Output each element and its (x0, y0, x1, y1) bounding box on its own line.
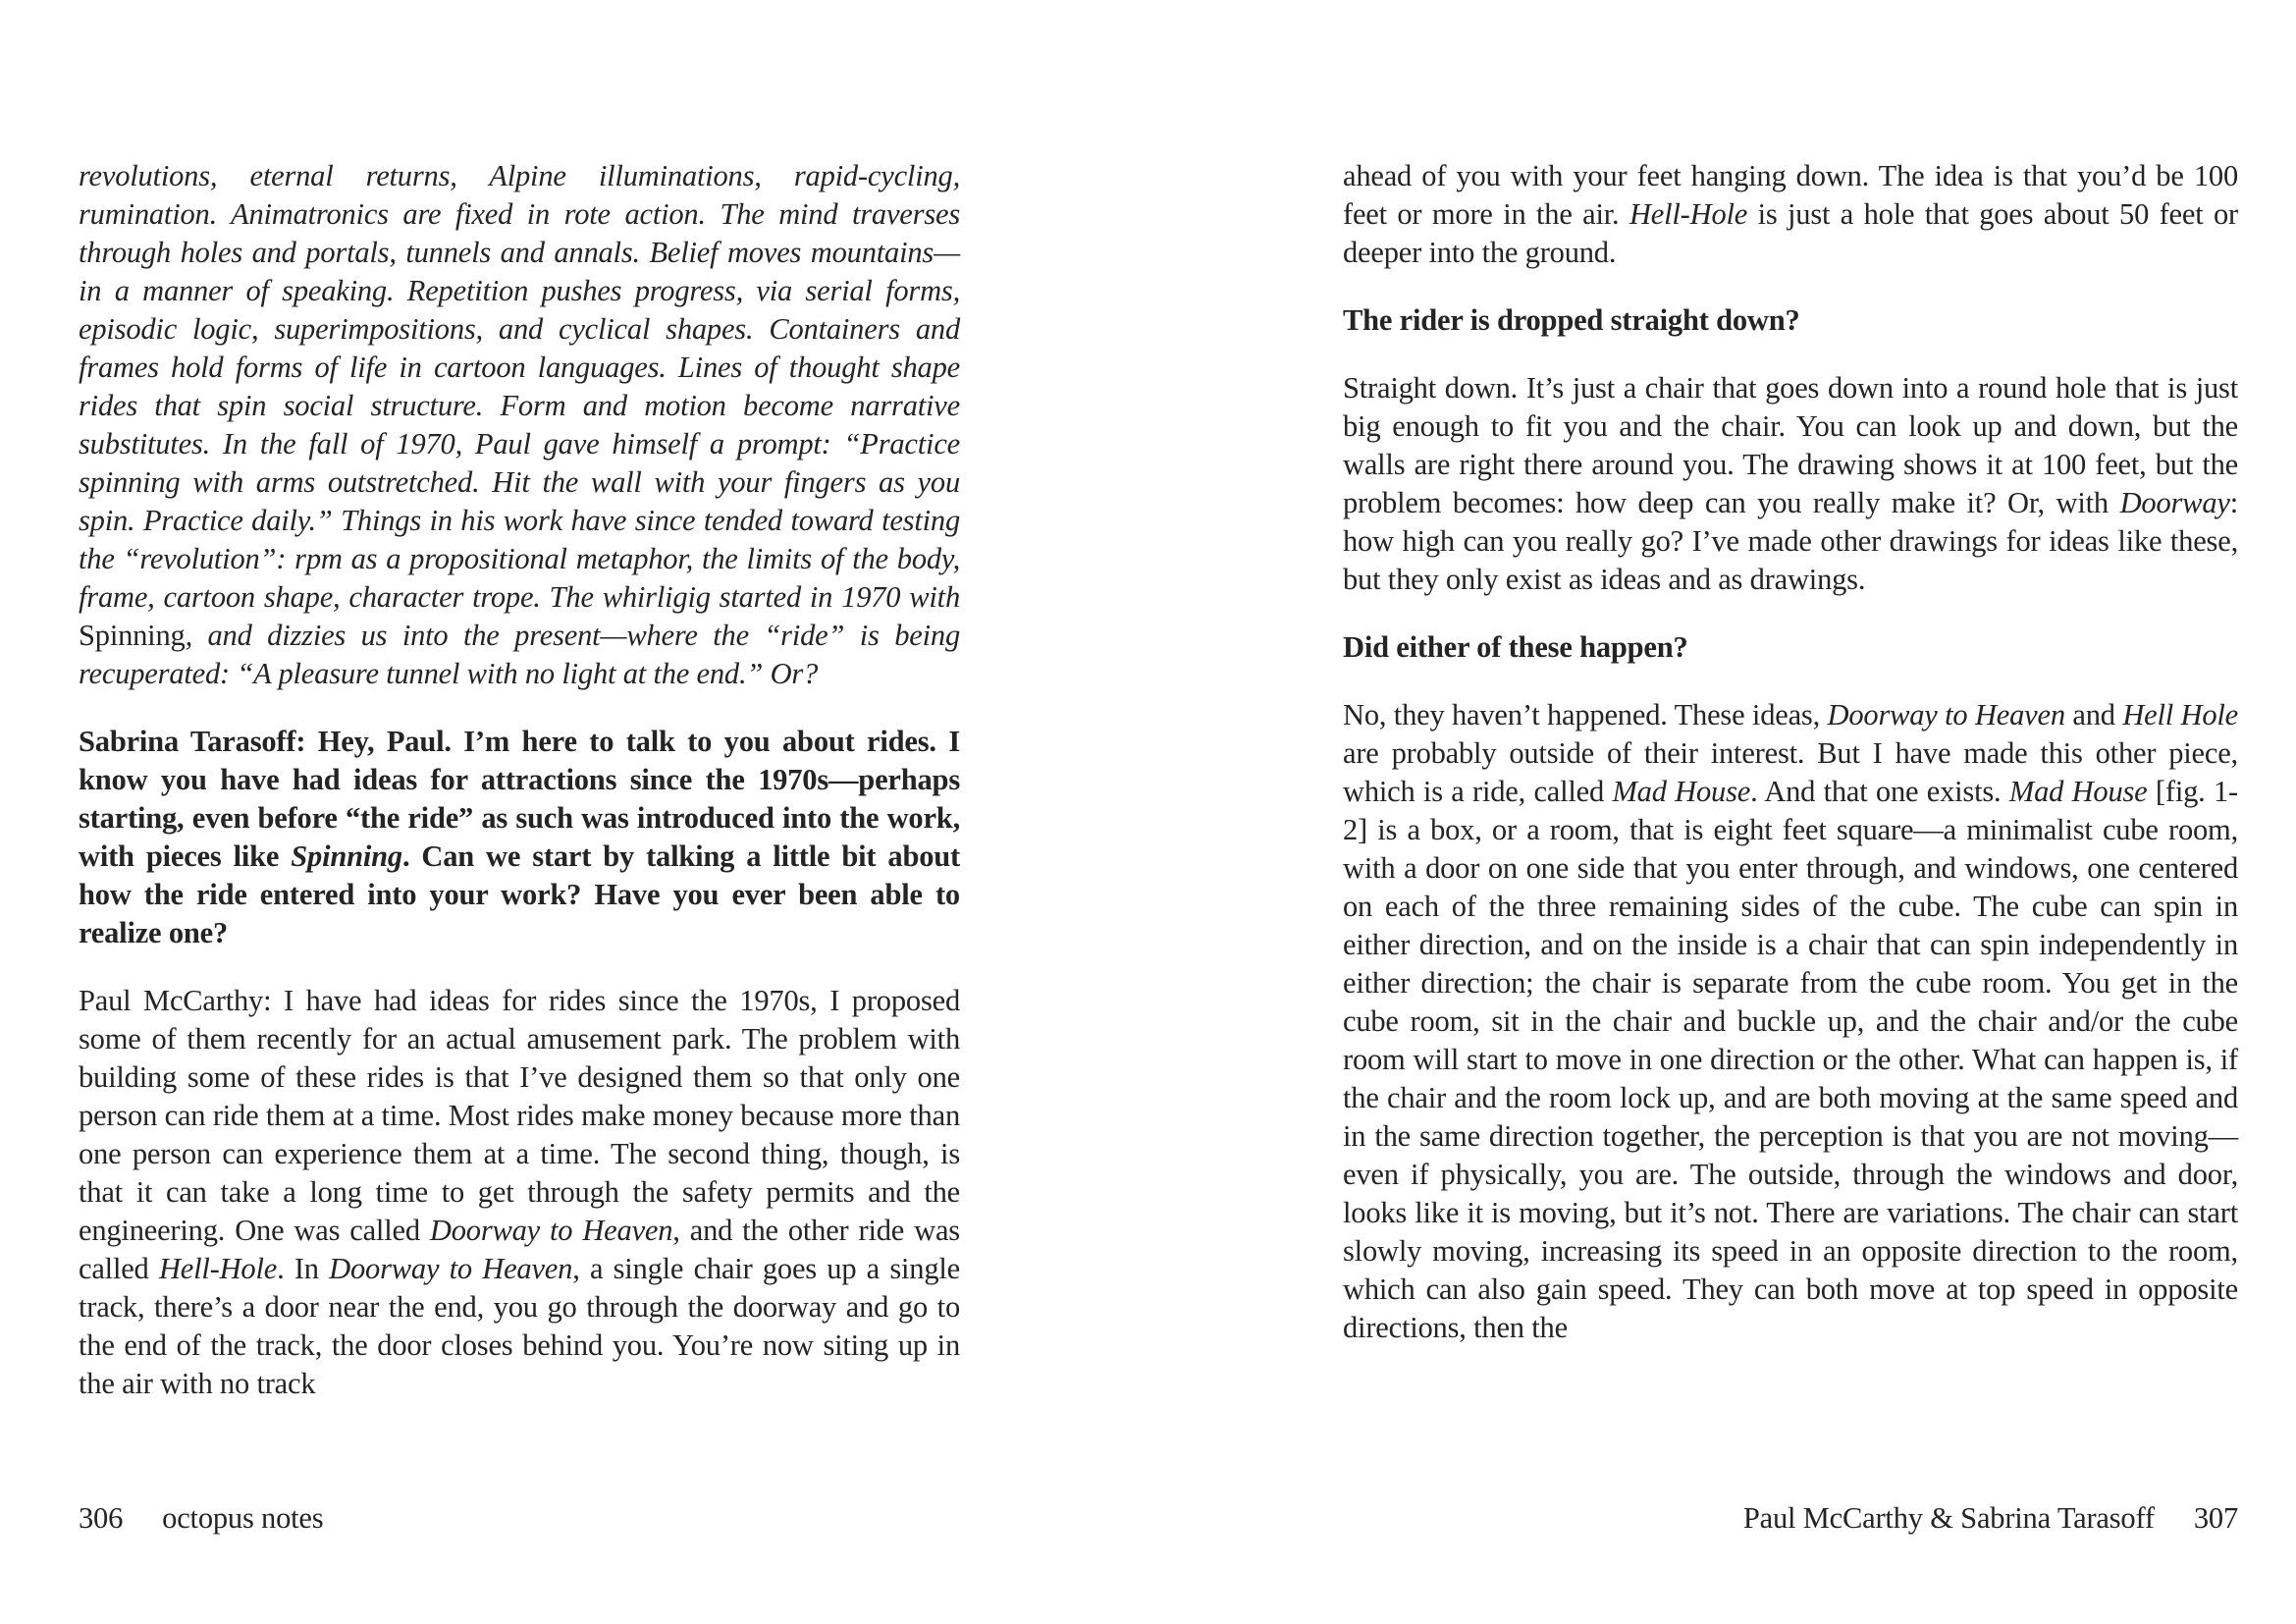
text-segment: Sabrina Tarasoff: Hey, Paul. I’m here to talk to you about rides. I know you have had ideas for attractions since the 1970s—perhaps starting, even before “the ride” as such was introduced into the work, with pieces like (79, 725, 960, 873)
answer-mad-house (1343, 696, 2238, 1347)
text-segment: Doorway to Heaven (329, 1252, 573, 1285)
running-header-authors: Paul McCarthy & Sabrina Tarasoff (1742, 1501, 2155, 1535)
text-segment: [fig. 1-2] is a box, or a room, that is eight feet square—a minimalist cube room, with a door on one side that you enter through, and windows, one centered on each of the three remaining sides of the cube. The cube can spin in either direction, and on the inside is a chair that can spin independently in either direction; the chair is separate from the cube room. You get in the cube room, sit in the chair and buckle up, and the chair and/or the cube room will start to move in one direction or the other. What can happen is, if the chair and the room lock up, and are both moving at the same speed and in the same direction together, the perception is that you are not moving—even if physically, you are. The outside, through the windows and door, looks like it is moving, but it’s not. There are variations. The chair can start slowly moving, increasing its speed in an opposite direction to the room, which can also gain speed. They can both move at top speed in opposite directions, then the (1343, 775, 2238, 1344)
text-segment: Did either of these happen? (1343, 630, 1688, 664)
text-segment: . And that one exists. (1750, 775, 2009, 808)
publication-title: octopus notes (162, 1501, 324, 1535)
text-segment: , and dizzies us into the present—where the “ride” is being recuperated: “A pleasure tunnel with no light at the end.” Or? (79, 619, 960, 690)
text-segment: Hell Hole (2122, 698, 2239, 731)
text-segment: , and the other ride was called (79, 1214, 960, 1285)
text-segment: are probably outside of their interest. But I have made this other piece, which is a ride, called (1343, 736, 2238, 808)
question-rider-dropped (1343, 301, 2238, 340)
text-segment: . Can we start by talking a little bit about how the ride entered into your work? Have you ever been able to realize one? (79, 839, 960, 949)
text-segment: No, they haven’t happened. These ideas, (1343, 698, 1828, 731)
text-segment: ahead of you with your feet hanging down. The idea is that you’d be 100 feet or more in the air. (1343, 159, 2238, 231)
right-page-footer (1343, 1499, 2238, 1538)
text-segment: Spinning (79, 619, 186, 652)
text-segment: Mad House (2008, 775, 2148, 808)
left-page-number: 306 (79, 1501, 124, 1535)
text-segment: Doorway to Heaven (429, 1214, 673, 1247)
text-segment: is just a hole that goes about 50 feet or deeper into the ground. (1343, 197, 2238, 269)
text-segment: Paul McCarthy: I have had ideas for rides since the 1970s, I proposed some of them recently for an actual amusement park. The problem with building some of these rides is that I’ve designed them so that only one person can ride them at a time. Most rides make money because more than one person can experience them at a time. The second thing, though, is that it can take a long time to get through the safety permits and the engineering. One was called (79, 984, 960, 1247)
answer-straight-down (1343, 369, 2238, 599)
text-segment: Mad House (1612, 775, 1751, 808)
text-segment: . In (277, 1252, 330, 1285)
text-segment: revolutions, eternal returns, Alpine illuminations, rapid-cycling, rumination. Animatronics are fixed in rote action. The mind traverses through holes and portals, tunnels and annals. Belief moves mountains—in a manner of speaking. Repetition pushes progress, via serial forms, episodic logic, superimpositions, and cyclical shapes. Containers and frames hold forms of life in cartoon languages. Lines of thought shape rides that spin social structure. Form and motion become narrative substitutes. In the fall of 1970, Paul gave himself a prompt: “Practice spinning with arms outstretched. Hit the wall with your fingers as you spin. Practice daily.” Things in his work have since tended toward testing the “revolution”: rpm as a propositional metaphor, the limits of the body, frame, cartoon shape, character trope. The whirligig started in 1970 with (79, 159, 960, 614)
left-page-footer (79, 1499, 323, 1538)
answer-paul-continued (1343, 157, 2238, 272)
answer-paul-rides (79, 982, 960, 1403)
right-page-text-column (1343, 157, 2238, 1377)
question-did-either-happen (1343, 628, 2238, 667)
text-segment: Doorway (2119, 486, 2230, 519)
text-segment: Hell-Hole (158, 1252, 278, 1285)
text-segment: Spinning (291, 839, 402, 873)
text-segment: Doorway to Heaven (1827, 698, 2065, 731)
left-page-text-column (79, 157, 960, 1433)
text-segment: , a single chair goes up a single track, there’s a door near the end, you go through the doorway and go to the end of the track, the door closes behind you. You’re now siting up in the air with no track (79, 1252, 960, 1400)
intro-paragraph (79, 157, 960, 693)
question-sabrina-intro (79, 723, 960, 952)
text-segment: The rider is dropped straight down? (1343, 303, 1800, 337)
text-segment: Hell-Hole (1629, 197, 1748, 231)
text-segment: : how high can you really go? I’ve made other drawings for ideas like these, but they only exist as ideas and as drawings. (1343, 486, 2238, 596)
text-segment: Straight down. It’s just a chair that goes down into a round hole that is just big enough to fit you and the chair. You can look up and down, but the walls are right there around you. The drawing shows it at 100 feet, but the problem becomes: how deep can you really make it? Or, with (1343, 371, 2238, 519)
right-page-number: 307 (2193, 1501, 2238, 1535)
text-segment: and (2064, 698, 2123, 731)
